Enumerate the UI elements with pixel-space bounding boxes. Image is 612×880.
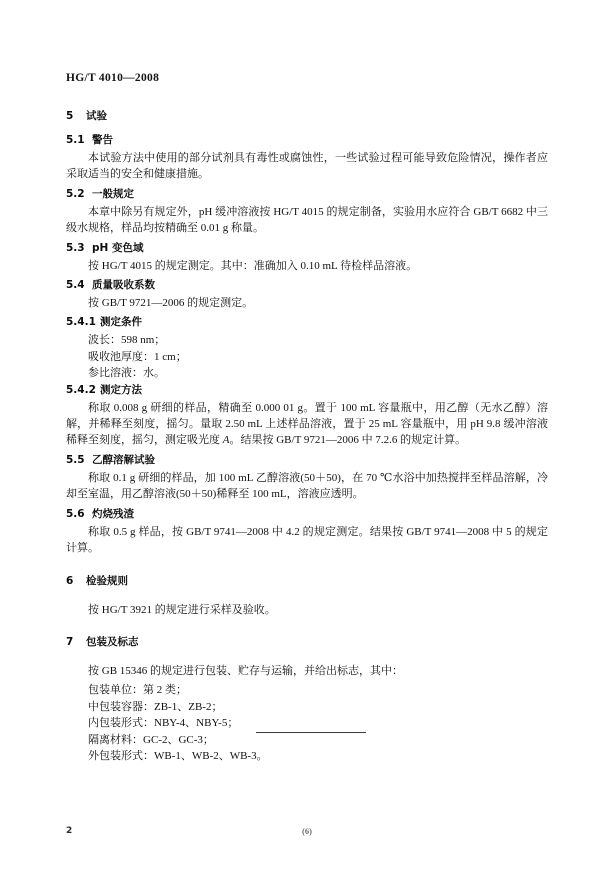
heading-clause-6 bbox=[66, 573, 548, 588]
clause-5-6-body: 称取 0.5 g 样品，按 GB/T 9741—2008 中 4.2 的规定测定。结果按 GB/T 9741—2008 中 5 的规定计算。 bbox=[66, 525, 548, 555]
clause-5-4-1-title: 测定条件 bbox=[100, 316, 142, 329]
heading-clause-5-2 bbox=[66, 186, 548, 201]
clause-5-title: 试验 bbox=[86, 110, 107, 122]
clause-6-number: 6 bbox=[66, 574, 74, 587]
clause-5-4-1-number: 5.4.1 bbox=[66, 316, 96, 329]
clause-5-5-number: 5.5 bbox=[66, 453, 85, 466]
page-number: 2 bbox=[66, 826, 73, 836]
clause-5-number: 5 bbox=[66, 110, 74, 122]
clause-5-2-body: 本章中除另有规定外，pH 缓冲溶液按 HG/T 4015 的规定制备，实验用水应符合 GB/T 6682 中三级水规格，样品均按精确至 0.01 g 称量。 bbox=[66, 205, 548, 235]
clause-5-4-number: 5.4 bbox=[66, 279, 85, 292]
clause-5-4-2-text-b: 。结果按 GB/T 9721—2006 中 7.2.6 的规定计算。 bbox=[229, 434, 467, 447]
clause-5-3-body: 按 HG/T 4015 的规定测定。其中：准确加入 0.10 mL 待检样品溶液。 bbox=[88, 259, 418, 272]
clause-5-3-number: 5.3 bbox=[66, 241, 85, 254]
inner-package-form-line: 内包装形式：NBY-4、NBY-5； bbox=[88, 717, 239, 730]
outer-package-form-line: 外包装形式：WB-1、WB-2、WB-3。 bbox=[88, 749, 268, 762]
measure-condition-cell-thickness: 吸收池厚度：1 cm； bbox=[88, 350, 187, 363]
heading-clause-5-5 bbox=[66, 452, 548, 467]
clause-5-2-number: 5.2 bbox=[66, 187, 85, 200]
page-content bbox=[66, 72, 548, 764]
heading-clause-5-3 bbox=[66, 240, 548, 255]
clause-5-6-number: 5.6 bbox=[66, 507, 85, 520]
clause-7-title: 包装及标志 bbox=[86, 635, 139, 648]
packaging-unit-line: 包装单位：第 2 类； bbox=[88, 684, 187, 697]
isolation-material-line: 隔离材料：GC-2、GC-3； bbox=[88, 733, 214, 746]
clause-5-4-2-text-a: 称取 0.008 g 研细的样品，精确至 0.000 01 g。置于 100 mL 容量瓶中，用乙醇（无水乙醇）溶解，并稀释至刻度，摇匀。量取 2.50 mL 上述样品溶液，置于 25 mL 容量瓶中，用 pH 9.8 缓冲溶液稀释至刻度，摇匀，测定吸光度 bbox=[66, 401, 548, 447]
clause-5-1-number: 5.1 bbox=[66, 134, 85, 146]
clause-7-body: 按 GB 15346 的规定进行包装、贮存与运输，并给出标志，其中： bbox=[88, 664, 404, 677]
running-header: HG/T 4010—2008 bbox=[66, 72, 160, 84]
clause-5-3-title: pH 变色域 bbox=[92, 241, 144, 254]
clause-5-4-title: 质量吸收系数 bbox=[92, 279, 155, 292]
clause-6-body: 按 HG/T 3921 的规定进行采样及验收。 bbox=[88, 603, 276, 616]
heading-clause-5 bbox=[66, 108, 548, 123]
heading-clause-5-6 bbox=[66, 506, 548, 521]
end-of-text-rule bbox=[256, 732, 366, 733]
measure-condition-wavelength: 波长：598 nm； bbox=[88, 334, 166, 347]
clause-5-2-title: 一般规定 bbox=[92, 187, 134, 200]
clause-5-6-title: 灼烧残渣 bbox=[92, 507, 134, 520]
heading-clause-5-4-2 bbox=[66, 382, 548, 397]
measure-condition-reference-solution: 参比溶液：水。 bbox=[88, 367, 165, 380]
absorbance-symbol: A bbox=[222, 434, 230, 447]
clause-6-title: 检验规则 bbox=[86, 574, 128, 587]
clause-5-5-body: 称取 0.1 g 研细的样品，加 100 mL 乙醇溶液(50＋50)，在 70 ℃水浴中加热搅拌至样品溶解，冷却至室温，用乙醇溶液(50＋50)稀释至 100 mL，溶液应透明。 bbox=[66, 471, 548, 501]
clause-5-4-body: 按 GB/T 9721—2006 的规定测定。 bbox=[88, 297, 254, 310]
clause-5-4-2-body bbox=[66, 400, 548, 449]
heading-clause-5-4 bbox=[66, 277, 548, 292]
footer-center-mark: (6) bbox=[302, 826, 312, 836]
middle-container-line: 中包装容器：ZB-1、ZB-2； bbox=[88, 700, 223, 713]
clause-5-1-title: 警告 bbox=[92, 134, 113, 146]
clause-5-1-body: 本试验方法中使用的部分试剂具有毒性或腐蚀性，一些试验过程可能导致危险情况，操作者应采取适当的安全和健康措施。 bbox=[66, 152, 548, 181]
heading-clause-7 bbox=[66, 634, 548, 649]
clause-7-number: 7 bbox=[66, 635, 74, 648]
heading-clause-5-4-1 bbox=[66, 314, 548, 329]
clause-5-4-2-title: 测定方法 bbox=[100, 383, 142, 396]
heading-clause-5-1 bbox=[66, 132, 548, 147]
clause-5-5-title: 乙醇溶解试验 bbox=[92, 453, 155, 466]
spacer-before-clause-7 bbox=[66, 621, 548, 634]
clause-5-4-2-number: 5.4.2 bbox=[66, 383, 96, 396]
page-footer bbox=[66, 826, 548, 840]
spacer-before-clause-6 bbox=[66, 560, 548, 573]
